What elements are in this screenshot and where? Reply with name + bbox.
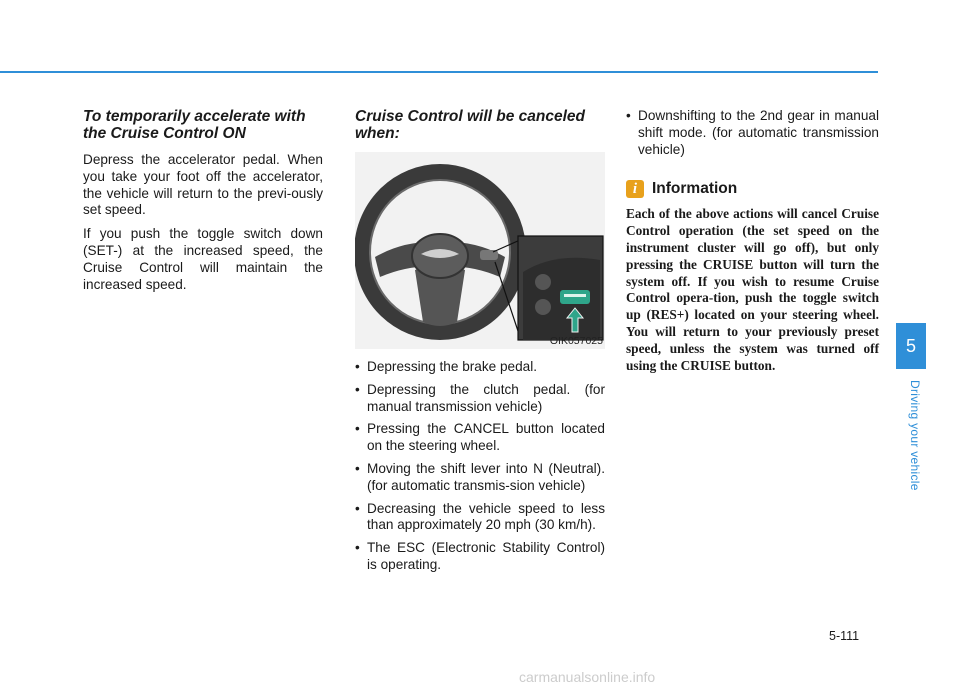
list-item: • Moving the shift lever into N (Neutral).(for automatic transmis-sion vehicle)	[355, 461, 605, 495]
list-item: • The ESC (Electronic Stability Control) is operating.	[355, 540, 605, 574]
column-1	[83, 108, 323, 300]
bullet-list	[355, 359, 605, 574]
information-text: Each of the above actions will cancel Cruise Control operation (the set speed on the instrument cluster will go off), but only pressing the CRUISE button will turn the system off. If you wish to resume Cruise Control opera-tion, push the toggle switch up (RES+) located on your steering wheel. You will return to your previously preset speed, unless the system was turned off using the CRUISE button.	[626, 206, 879, 373]
list-item: • Decreasing the vehicle speed to less than approximately 20 mph (30 km/h).	[355, 501, 605, 535]
paragraph: Depress the accelerator pedal. When you take your foot off the accelerator, the vehicle will return to the previ-ously set speed.	[83, 152, 323, 218]
information-title: Information	[652, 180, 738, 198]
info-icon: i	[626, 180, 644, 198]
information-header	[626, 180, 879, 198]
steering-wheel-icon	[355, 152, 605, 349]
list-item: • Downshifting to the 2nd gear in manual shift mode. (for automatic transmission vehicle)	[626, 108, 879, 158]
bullet-list	[626, 108, 879, 158]
watermark: carmanualsonline.info	[519, 669, 656, 685]
steering-wheel-figure	[355, 152, 605, 349]
list-item: • Depressing the clutch pedal. (for manual transmission vehicle)	[355, 382, 605, 416]
list-item: • Pressing the CANCEL button located on the steering wheel.	[355, 421, 605, 455]
column-3	[626, 108, 879, 374]
section-heading: To temporarily accelerate with the Cruise Control ON	[83, 108, 306, 142]
top-rule	[0, 71, 878, 73]
chapter-number-tab: 5	[896, 323, 926, 369]
page-number: 5-111	[829, 629, 860, 643]
section-heading: Cruise Control will be canceled when:	[355, 108, 585, 142]
chapter-name: Driving your vehicle	[908, 380, 922, 491]
figure-caption: OIK057025	[549, 335, 603, 347]
column-2	[355, 108, 605, 580]
paragraph: If you push the toggle switch down (SET-) at the increased speed, the Cruise Control will maintain the increased speed.	[83, 226, 323, 292]
list-item: • Depressing the brake pedal.	[355, 359, 605, 376]
